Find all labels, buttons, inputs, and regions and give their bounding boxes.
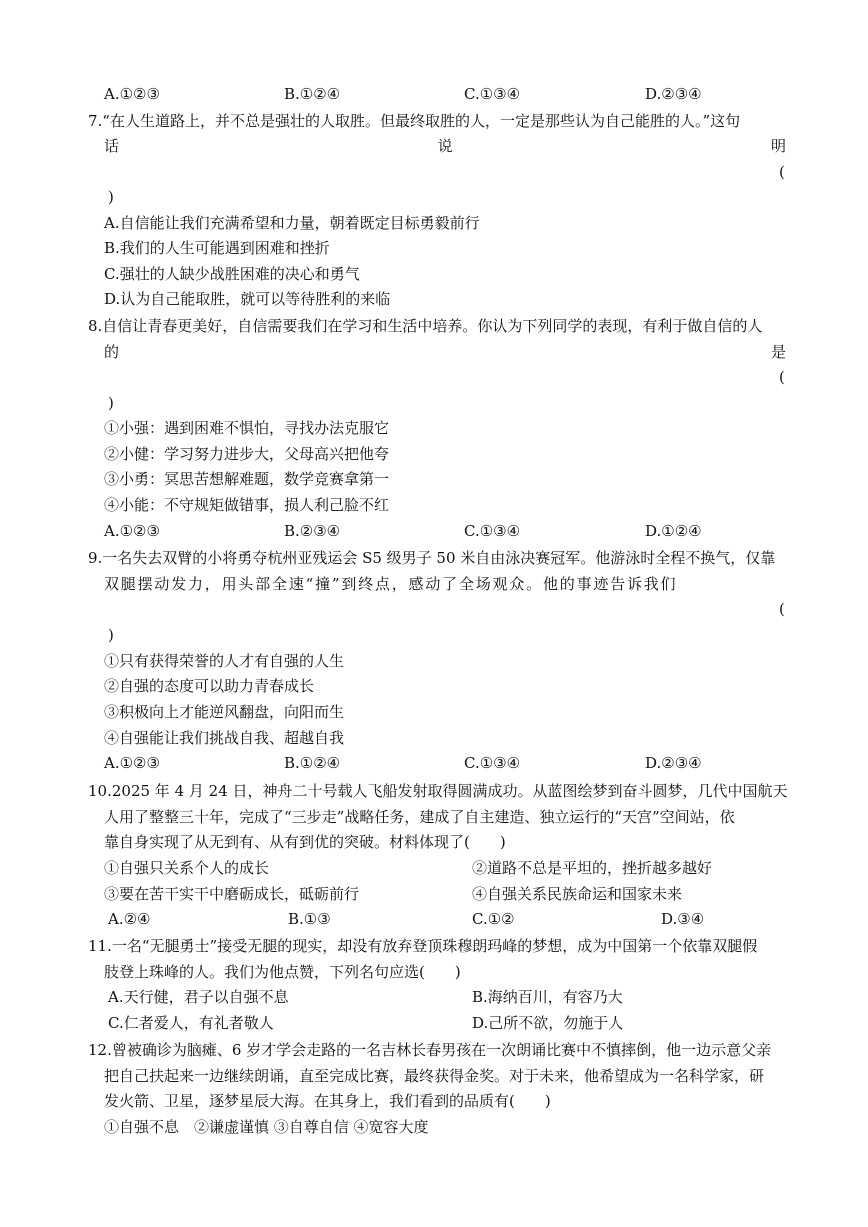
q10-item-3: ③要在苦干实干中磨砺成长，砥砺前行 [104,885,360,903]
q9-paren-close: ) [108,626,114,644]
q7-option-a[interactable]: A.自信能让我们充满希望和力量，朝着既定目标勇毅前行 [104,214,480,232]
q10-stem-line2: 人用了整整三十年，完成了“三步走”战略任务，建成了自主建造、独立运行的“天宫”空间站，依 [104,808,735,826]
q12-stem-line1: 12.曾被确诊为脑瘫、6 岁才学会走路的一名吉林长春男孩在一次朗诵比赛中不慎摔倒，他一边示意父亲 [88,1041,772,1059]
q9-item-4: ④自强能让我们挑战自我、超越自我 [104,729,345,747]
q7-option-c[interactable]: C.强壮的人缺少战胜困难的决心和勇气 [104,265,360,283]
q8-spread-char: 是 [770,343,786,361]
q8-item-3: ③小勇：冥思苦想解难题，数学竞赛拿第一 [104,470,390,488]
q11-stem-line2: 肢登上珠峰的人。我们为他点赞，下列名句应选( ) [104,963,461,981]
q10-stem-line1: 10.2025 年 4 月 24 日，神舟二十号载人飞船发射取得圆满成功。从蓝图绘梦到奋斗圆梦，几代中国航天 [88,782,788,800]
q6-option-b[interactable]: B.①②④ [284,85,341,103]
q11-option-b[interactable]: B.海纳百川，有容乃大 [472,988,623,1006]
q10-stem-line3: 靠自身实现了从无到有、从有到优的突破。材料体现了( ) [104,833,506,851]
q10-item-1: ①自强只关系个人的成长 [104,859,270,877]
q10-option-a[interactable]: A.②④ [108,910,151,928]
q8-paren-close: ) [108,394,114,412]
q6-option-c[interactable]: C.①③④ [464,85,521,103]
q8-stem-line2 [104,342,786,362]
q7-option-b[interactable]: B.我们的人生可能遇到困难和挫折 [104,239,330,257]
q7-option-d[interactable]: D.认为自己能取胜，就可以等待胜利的来临 [104,290,391,308]
q8-option-a[interactable]: A.①②③ [104,522,160,540]
q9-stem-line1: 9.一名失去双臂的小将勇夺杭州亚残运会 S5 级男子 50 米自由泳决赛冠军。他游泳时全程不换气，仅靠 [88,549,776,567]
q7-stem-line2 [104,136,786,156]
q9-item-1: ①只有获得荣誉的人才有自强的人生 [104,652,345,670]
q9-option-c[interactable]: C.①③④ [464,754,521,772]
q7-spread-char: 明 [770,137,786,155]
q9-item-2: ②自强的态度可以助力青春成长 [104,677,315,695]
q6-option-d[interactable]: D.②③④ [645,85,702,103]
q7-stem-line1: 7.“在人生道路上，并不总是强壮的人取胜。但最终取胜的人，一定是那些认为自己能胜的人。”这句 [88,112,741,130]
q7-spread-char: 话 [104,137,120,155]
q12-items: ①自强不息 ②谦虚谨慎 ③自尊自信 ④宽容大度 [104,1118,429,1136]
q10-item-2: ②道路不总是平坦的，挫折越多越好 [472,859,713,877]
q8-stem-line1: 8.自信让青春更美好，自信需要我们在学习和生活中培养。你认为下列同学的表现，有利于做自信的人 [88,317,763,335]
q7-spread-char: 说 [437,137,453,155]
q9-option-b[interactable]: B.①②④ [284,754,341,772]
q7-paren-close: ) [108,188,114,206]
q10-option-b[interactable]: B.①③ [288,910,331,928]
q12-stem-line3: 发火箭、卫星，逐梦星辰大海。在其身上，我们看到的品质有( ) [104,1092,551,1110]
q12-stem-line2: 把自己扶起来一边继续朗诵，直至完成比赛，最终获得金奖。对于未来，他希望成为一名科学家，研 [104,1067,765,1085]
q8-item-2: ②小健：学习努力进步大，父母高兴把他夸 [104,445,390,463]
q6-option-a[interactable]: A.①②③ [104,85,160,103]
q11-option-d[interactable]: D.己所不欲，勿施于人 [472,1014,624,1032]
q9-option-a[interactable]: A.①②③ [104,754,160,772]
q8-item-4: ④小能：不守规矩做错事，损人利己脸不红 [104,496,390,514]
q11-option-a[interactable]: A.天行健，君子以自强不息 [108,988,289,1006]
q9-option-d[interactable]: D.②③④ [645,754,702,772]
q10-option-c[interactable]: C.①② [472,910,515,928]
q8-spread-char: 的 [104,343,120,361]
q11-option-c[interactable]: C.仁者爱人，有礼者敬人 [108,1014,274,1032]
q8-option-b[interactable]: B.②③④ [284,522,341,540]
q8-paren-open: ( [779,368,785,386]
q9-paren-open: ( [779,600,785,618]
q11-stem-line1: 11.一名“无腿勇士”接受无腿的现实，却没有放弃登顶珠穆朗玛峰的梦想，成为中国第一个依靠双腿假 [88,937,758,955]
q7-paren-open: ( [779,163,785,181]
q9-stem-line2: 双腿摆动发力，用头部全速“撞”到终点，感动了全场观众。他的事迹告诉我们 [104,575,678,593]
q8-option-c[interactable]: C.①③④ [464,522,521,540]
q10-item-4: ④自强关系民族命运和国家未来 [472,885,683,903]
q10-option-d[interactable]: D.③④ [661,910,705,928]
q8-item-1: ①小强：遇到困难不惧怕，寻找办法克服它 [104,419,390,437]
q8-option-d[interactable]: D.①②④ [645,522,702,540]
q9-item-3: ③积极向上才能逆风翻盘，向阳而生 [104,703,345,721]
